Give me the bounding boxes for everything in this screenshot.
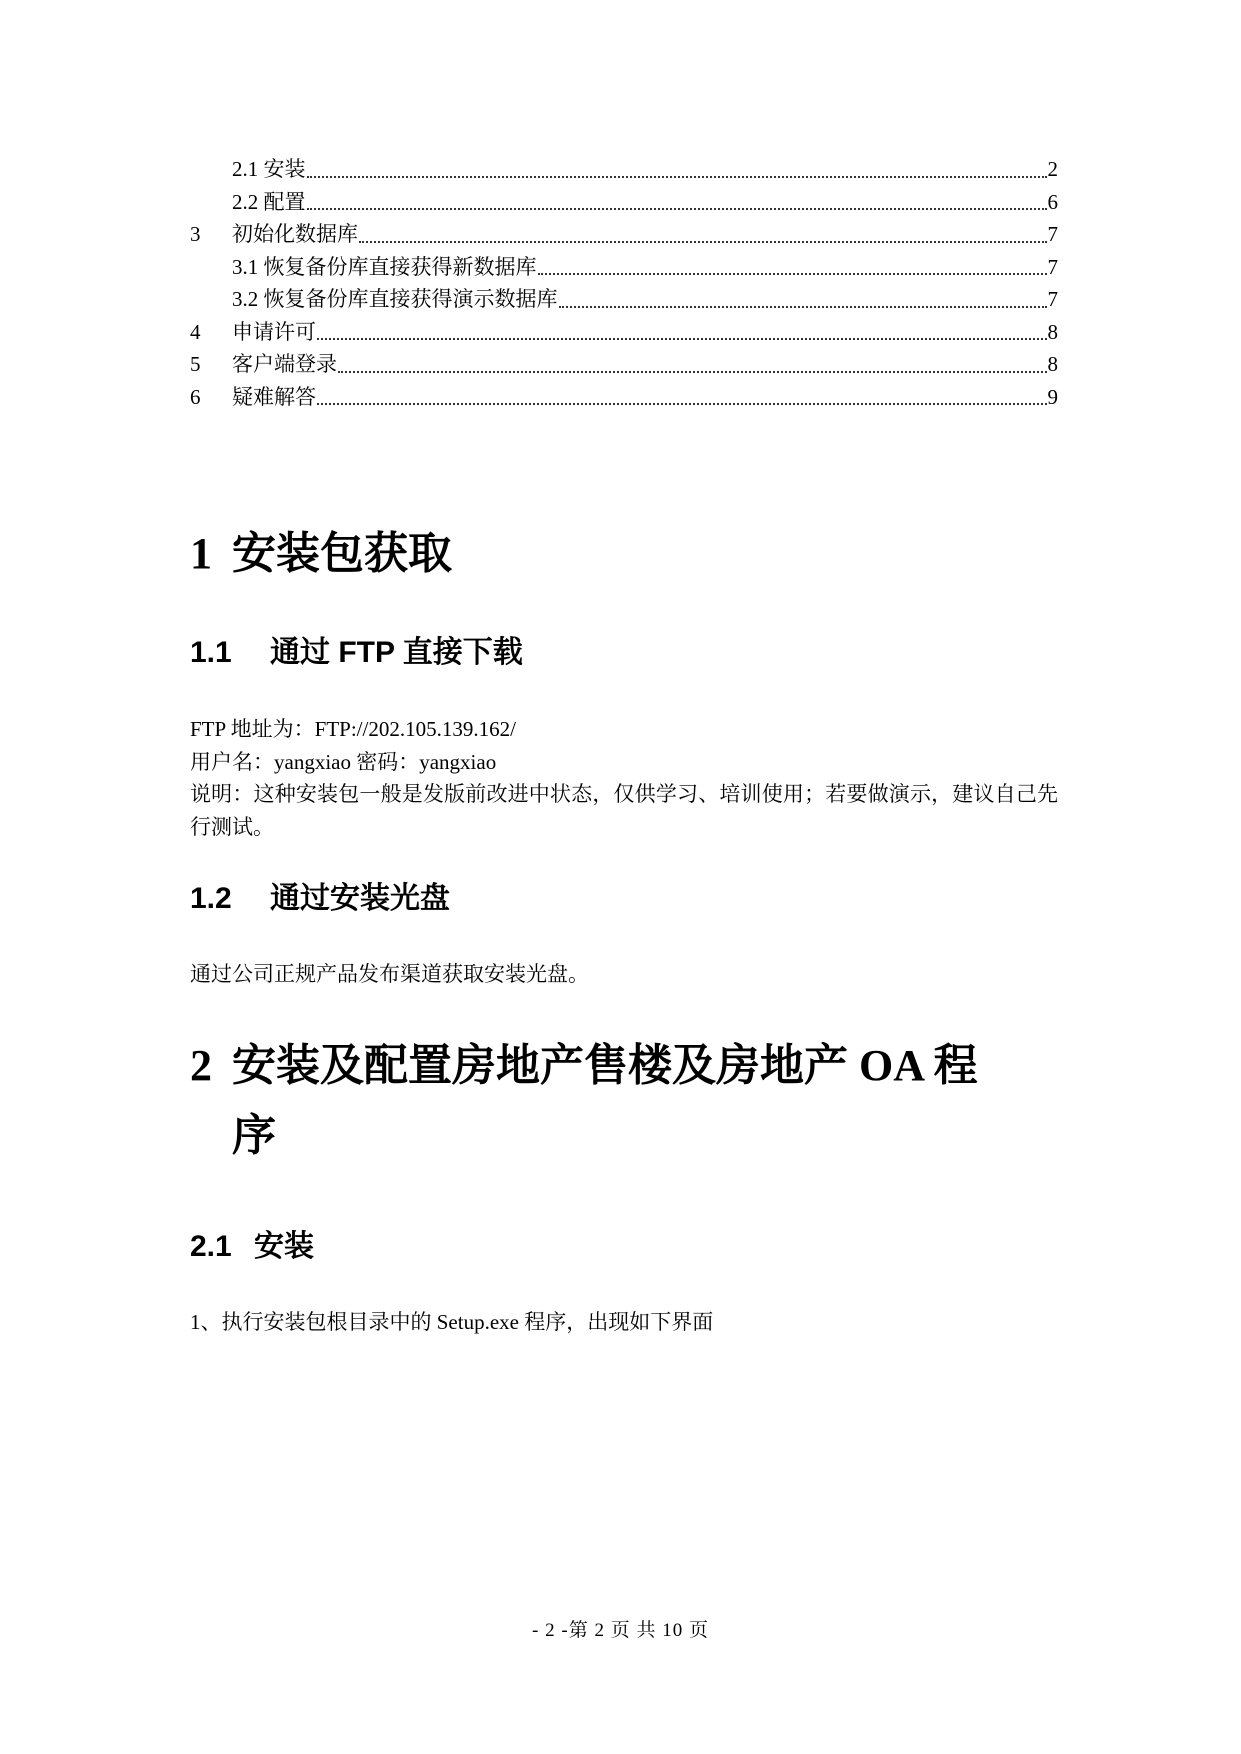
toc-entry-page: 8 [1047,319,1058,344]
toc-dot-leader [307,175,1047,178]
toc-entry-title: 疑难解答 [232,384,316,409]
toc-entry-number: 4 [190,319,201,344]
toc-entry-number: 3 [190,222,201,246]
toc-entry-title: 客户端登录 [232,352,337,376]
toc-entry-page: 9 [1047,384,1058,409]
section-number: 2 [190,1041,212,1090]
section-1-heading [190,526,452,582]
install-step-text: 1、执行安装包根目录中的 Setup.exe 程序，出现如下界面 [190,1310,714,1334]
toc-entry[interactable] [190,153,1058,186]
subsection-title: 通过安装光盘 [270,882,450,915]
section-title-line-1: 安装及配置房地产售楼及房地产 OA 程 [232,1041,978,1090]
toc-dot-leader [307,207,1047,210]
toc-entry[interactable] [190,348,1058,381]
toc-dot-leader [538,272,1047,275]
subsection-title: 安装 [254,1230,314,1263]
toc-entry[interactable] [190,186,1058,219]
toc-entry-page: 7 [1047,222,1058,246]
subsection-title: 通过 FTP 直接下载 [270,636,523,669]
toc-dot-leader [559,305,1047,308]
subsection-number: 1.1 [190,636,232,669]
toc-entry-title: 3.1 恢复备份库直接获得新数据库 [232,254,537,279]
toc-entry[interactable] [190,251,1058,284]
install-step-paragraph [190,1306,1058,1339]
ftp-address-line: FTP 地址为：FTP://202.105.139.162/ [190,717,516,741]
toc-entry-page: 7 [1047,287,1058,311]
toc-entry-number: 5 [190,352,201,376]
toc-entry-page: 6 [1047,189,1058,214]
toc-entry[interactable] [190,381,1058,414]
toc-entry-number: 6 [190,384,201,409]
toc-dot-leader [338,370,1047,373]
toc-entry-title: 2.1 安装 [232,157,306,181]
page-footer: - 2 -第 2 页 共 10 页 [532,1620,709,1641]
cd-info-paragraph [190,958,1058,991]
toc-entry[interactable] [190,316,1058,349]
subsection-number: 2.1 [190,1230,232,1263]
note-line: 说明：这种安装包一般是发版前改进中状态，仅供学习、培训使用；若要做演示，建议自己先行测试。 [190,782,1058,839]
toc-entry-page: 7 [1047,254,1058,279]
toc-dot-leader [317,337,1047,340]
ftp-info-paragraph [190,713,1058,843]
toc-entry[interactable] [190,283,1058,316]
toc-entry-title: 初始化数据库 [232,222,358,246]
section-title: 安装包获取 [232,529,452,578]
toc-dot-leader [317,402,1047,405]
subsection-1-2-heading [190,879,450,919]
toc-entry-title: 3.2 恢复备份库直接获得演示数据库 [232,287,558,311]
toc-entry-page: 8 [1047,352,1058,376]
subsection-number: 1.2 [190,882,232,915]
toc-dot-leader [359,240,1047,243]
credentials-line: 用户名：yangxiao 密码：yangxiao [190,749,497,774]
table-of-contents [190,153,1058,413]
section-number: 1 [190,529,212,578]
toc-entry[interactable] [190,218,1058,251]
toc-entry-page: 2 [1047,157,1058,181]
toc-entry-title: 申请许可 [232,319,316,344]
section-title-line-2: 序 [232,1111,276,1160]
cd-info-text: 通过公司正规产品发布渠道获取安装光盘。 [190,962,589,986]
toc-entry-title: 2.2 配置 [232,189,306,214]
subsection-1-1-heading [190,633,523,673]
subsection-2-1-heading [190,1227,314,1267]
section-2-heading [190,1036,1060,1166]
